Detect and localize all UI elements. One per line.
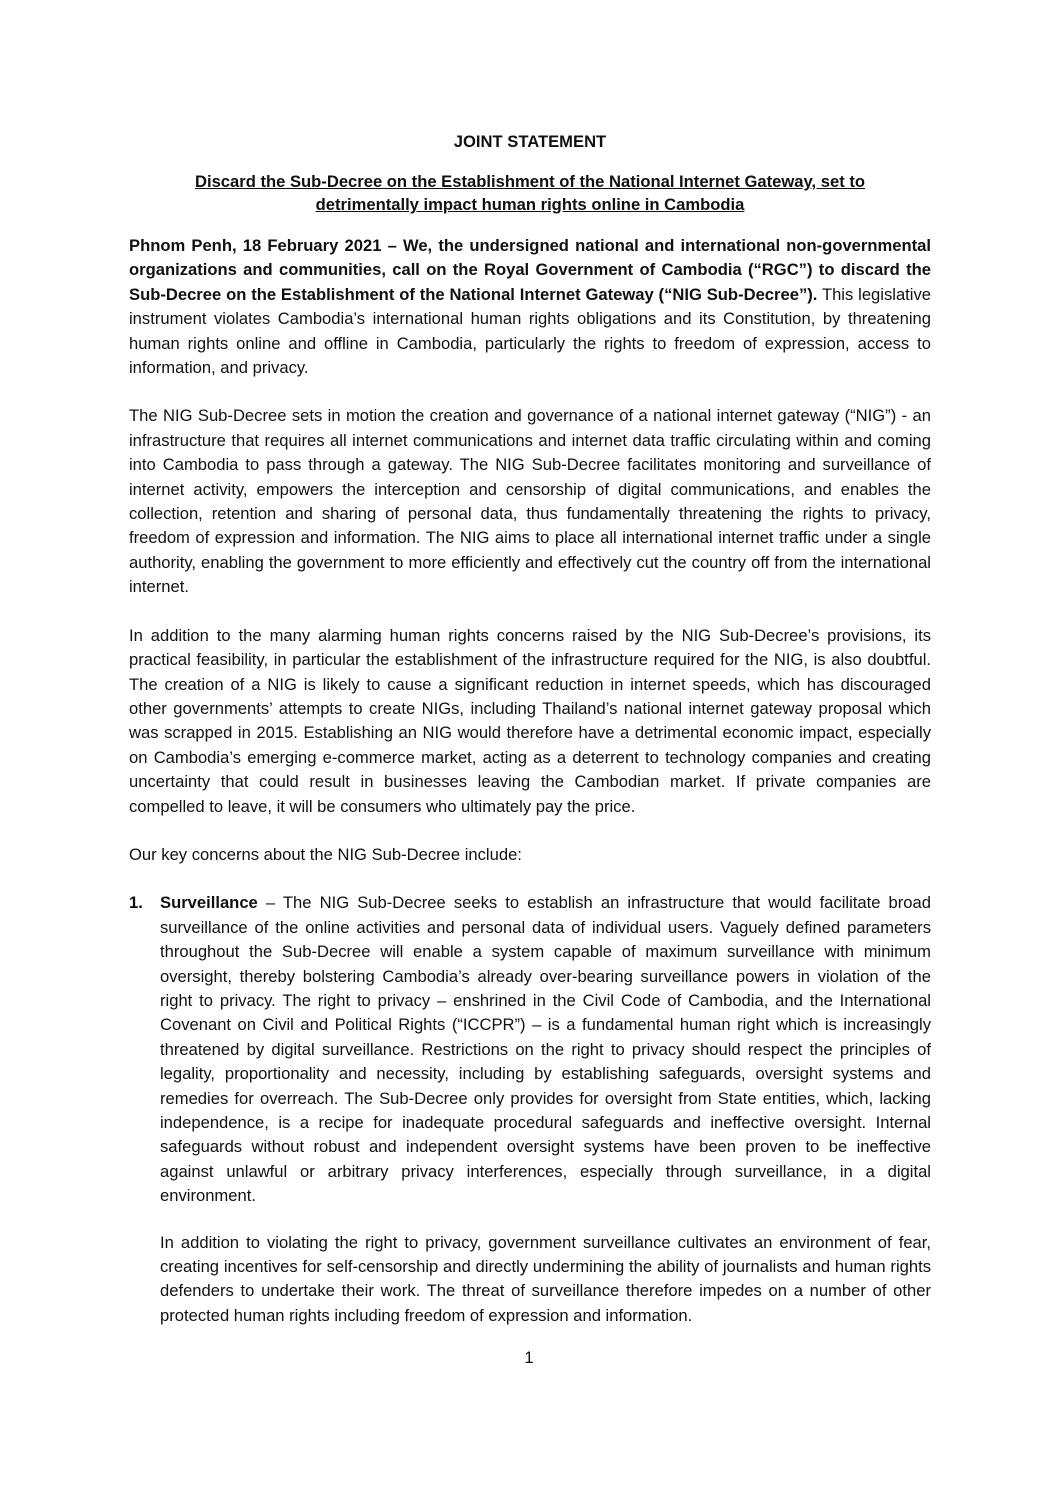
paragraph-2: The NIG Sub-Decree sets in motion the creation and governance of a national internet gateway (“NIG”) - an infrastructure that requires all internet communications and internet data traffic circulating within and coming into Cambodia to pass through a gateway. The NIG Sub-Decree facilitates monitoring and surveillance of internet activity, empowers the interception and censorship of digital communications, and enables the collection, retention and sharing of personal data, thus fundamentally threatening the rights to privacy, freedom of expression and information. The NIG aims to place all international internet traffic under a single authority, enabling the government to more efficiently and effectively cut the country off from the international internet. xyxy=(129,406,931,597)
intro-lead: Phnom Penh, 18 February 2021 – We, the undersigned national and international non-governmental organizations and communities, call on the Royal Government of Cambodia (“RGC”) to discard the Sub-Decree on the Establishment of the National Internet Gateway (“NIG Sub-Decree”). xyxy=(129,236,931,304)
page-number: 1 xyxy=(524,1348,534,1367)
concerns-list xyxy=(129,891,931,1328)
list-item-body: – The NIG Sub-Decree seeks to establish an infrastructure that would facilitate broad surveillance of the online activities and personal data of individual users. Vaguely defined parameters throughout the Sub-Decree will enable a system capable of maximum surveillance with minimum oversight, thereby bolstering Cambodia’s already over-bearing surveillance powers in violation of the right to privacy. The right to privacy – enshrined in the Civil Code of Cambodia, and the International Covenant on Civil and Political Rights (“ICCPR”) – is a fundamental human right which is increasingly threatened by digital surveillance. Restrictions on the right to privacy should respect the principles of legality, proportionality and necessity, including by establishing safeguards, oversight systems and remedies for overreach. The Sub-Decree only provides for oversight from State entities, which, lacking independence, is a recipe for inadequate procedural safeguards and ineffective oversight. Internal safeguards without robust and independent oversight systems have been proven to be ineffective against unlawful or arbitrary privacy interferences, especially through surveillance, in a digital environment. xyxy=(160,893,931,1206)
intro-rest: This legislative instrument violates Cambodia’s international human rights obligations and its Constitution, by threatening human rights online and offline in Cambodia, particularly the rights to freedom of expression, access to information, and privacy. xyxy=(129,284,932,378)
list-item-continuation: In addition to violating the right to privacy, government surveillance cultivates an environment of fear, creating incentives for self-censorship and directly undermining the ability of journalists and human rights defenders to undertake their work. The threat of surveillance therefore impedes on a number of other protected human rights including freedom of expression and information. xyxy=(160,1232,931,1325)
list-item-number: 1. xyxy=(129,893,143,913)
concerns-intro: Our key concerns about the NIG Sub-Decree include: xyxy=(129,844,522,864)
list-item-term: Surveillance xyxy=(160,893,258,913)
document-subtitle: Discard the Sub-Decree on the Establishment of the National Internet Gateway, set to detrimentally impact human rights online in Cambodia xyxy=(194,172,866,214)
paragraph-3: In addition to the many alarming human rights concerns raised by the NIG Sub-Decree’s provisions, its practical feasibility, in particular the establishment of the infrastructure required for the NIG, is also doubtful. The creation of a NIG is likely to cause a significant reduction in internet speeds, which has discouraged other governments’ attempts to create NIGs, including Thailand’s national internet gateway proposal which was scrapped in 2015. Establishing an NIG would therefore have a detrimental economic impact, especially on Cambodia’s emerging e-commerce market, acting as a deterrent to technology companies and creating uncertainty that could result in businesses leaving the Cambodian market. If private companies are compelled to leave, it will be consumers who ultimately pay the price. xyxy=(129,625,931,816)
list-item-text xyxy=(160,891,931,1208)
document-body xyxy=(129,130,931,1350)
document-title: JOINT STATEMENT xyxy=(453,132,607,151)
intro-paragraph xyxy=(129,234,931,380)
list-item xyxy=(129,891,931,1328)
